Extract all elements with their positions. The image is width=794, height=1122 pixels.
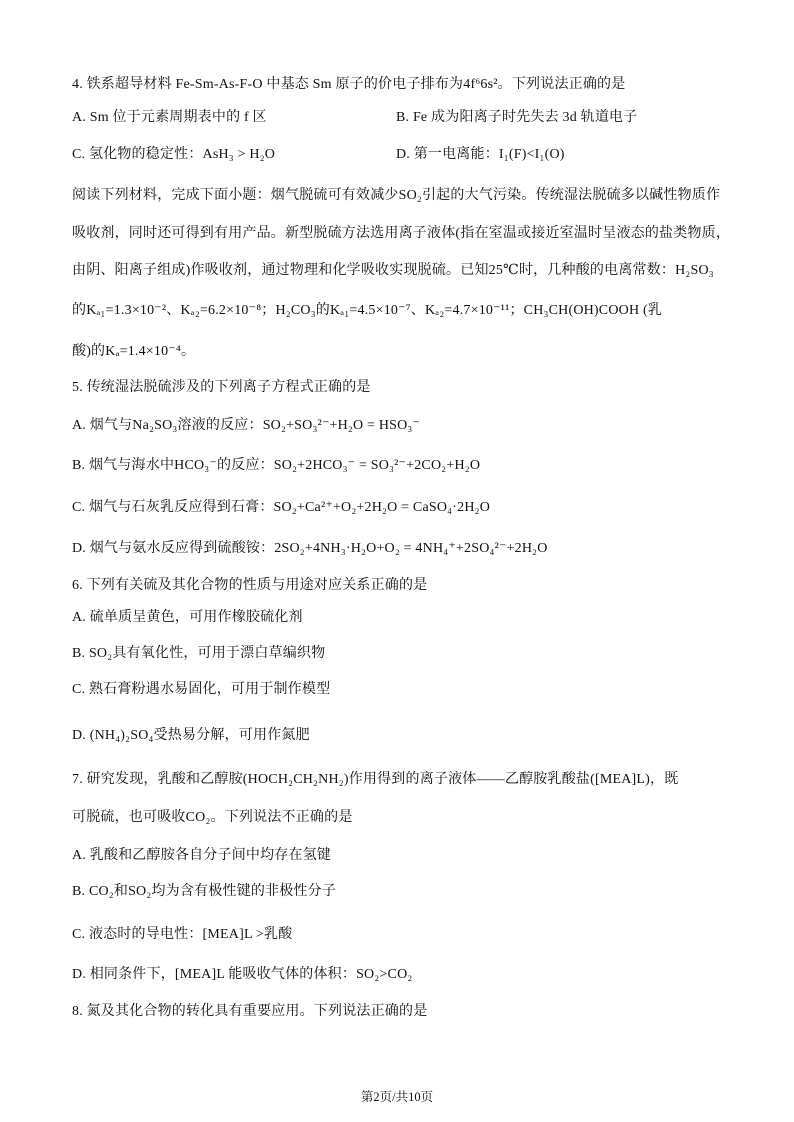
q4-option-d: D. 第一电离能：I₁(F)<I₁(O) <box>396 147 565 162</box>
q5-stem: 5. 传统湿法脱硫涉及的下列离子方程式正确的是 <box>72 380 371 395</box>
passage-line-3: 由阴、阳离子组成)作吸收剂，通过物理和化学吸收实现脱硫。已知25℃时，几种酸的电离常数：H₂SO₃ <box>72 263 714 278</box>
passage-line-4: 的Kₐ₁=1.3×10⁻²、Kₐ₂=6.2×10⁻⁸；H₂CO₃的Kₐ₁=4.5×10⁻⁷、Kₐ₂=4.7×10⁻¹¹；CH₃CH(OH)COOH (乳 <box>72 303 663 318</box>
q6-stem: 6. 下列有关硫及其化合物的性质与用途对应关系正确的是 <box>72 578 428 593</box>
q6-option-a: A. 硫单质呈黄色，可用作橡胶硫化剂 <box>72 610 303 625</box>
q7-option-b: B. CO₂和SO₂均为含有极性键的非极性分子 <box>72 884 337 899</box>
q4-option-c: C. 氢化物的稳定性：AsH₃ > H₂O <box>72 147 276 162</box>
passage-line-2: 吸收剂，同时还可得到有用产品。新型脱硫方法选用离子液体(指在室温或接近室温时呈液态的盐类物质， <box>72 226 731 241</box>
q6-option-d: D. (NH₄)₂SO₄受热易分解，可用作氮肥 <box>72 728 310 743</box>
q4-option-b: B. Fe 成为阳离子时先失去 3d 轨道电子 <box>396 110 638 125</box>
q6-option-b: B. SO₂具有氧化性，可用于漂白草编织物 <box>72 646 326 661</box>
q4-option-a: A. Sm 位于元素周期表中的 f 区 <box>72 110 267 125</box>
passage-line-5: 酸)的Kₐ=1.4×10⁻⁴。 <box>72 344 196 359</box>
q7-stem-line-1: 7. 研究发现，乳酸和乙醇胺(HOCH₂CH₂NH₂)作用得到的离子液体——乙醇胺乳酸盐([MEA]L)，既 <box>72 772 679 787</box>
q5-option-c: C. 烟气与石灰乳反应得到石膏：SO₂+Ca²⁺+O₂+2H₂O = CaSO₄·2H₂O <box>72 500 491 515</box>
q7-option-a: A. 乳酸和乙醇胺各自分子间中均存在氢键 <box>72 848 332 863</box>
q6-option-c: C. 熟石膏粉遇水易固化，可用于制作模型 <box>72 682 331 697</box>
q7-option-c: C. 液态时的导电性：[MEA]L >乳酸 <box>72 927 293 942</box>
q8-stem: 8. 氮及其化合物的转化具有重要应用。下列说法正确的是 <box>72 1004 428 1019</box>
page-number: 第2页/共10页 <box>360 1090 434 1104</box>
q5-option-a: A. 烟气与Na₂SO₃溶液的反应：SO₂+SO₃²⁻+H₂O = HSO₃⁻ <box>72 418 421 433</box>
passage-line-1: 阅读下列材料，完成下面小题：烟气脱硫可有效减少SO₂引起的大气污染。传统湿法脱硫多以碱性物质作 <box>72 188 721 203</box>
q5-option-b: B. 烟气与海水中HCO₃⁻的反应：SO₂+2HCO₃⁻ = SO₃²⁻+2CO₂+H₂O <box>72 458 481 473</box>
q4-stem: 4. 铁系超导材料 Fe-Sm-As-F-O 中基态 Sm 原子的价电子排布为4f⁶6s²。下列说法正确的是 <box>72 77 626 92</box>
q7-stem-line-2: 可脱硫，也可吸收CO₂。下列说法不正确的是 <box>72 810 353 825</box>
q5-option-d: D. 烟气与氨水反应得到硫酸铵：2SO₂+4NH₃·H₂O+O₂ = 4NH₄⁺+2SO₄²⁻+2H₂O <box>72 541 548 556</box>
q7-option-d: D. 相同条件下，[MEA]L 能吸收气体的体积：SO₂>CO₂ <box>72 967 413 982</box>
